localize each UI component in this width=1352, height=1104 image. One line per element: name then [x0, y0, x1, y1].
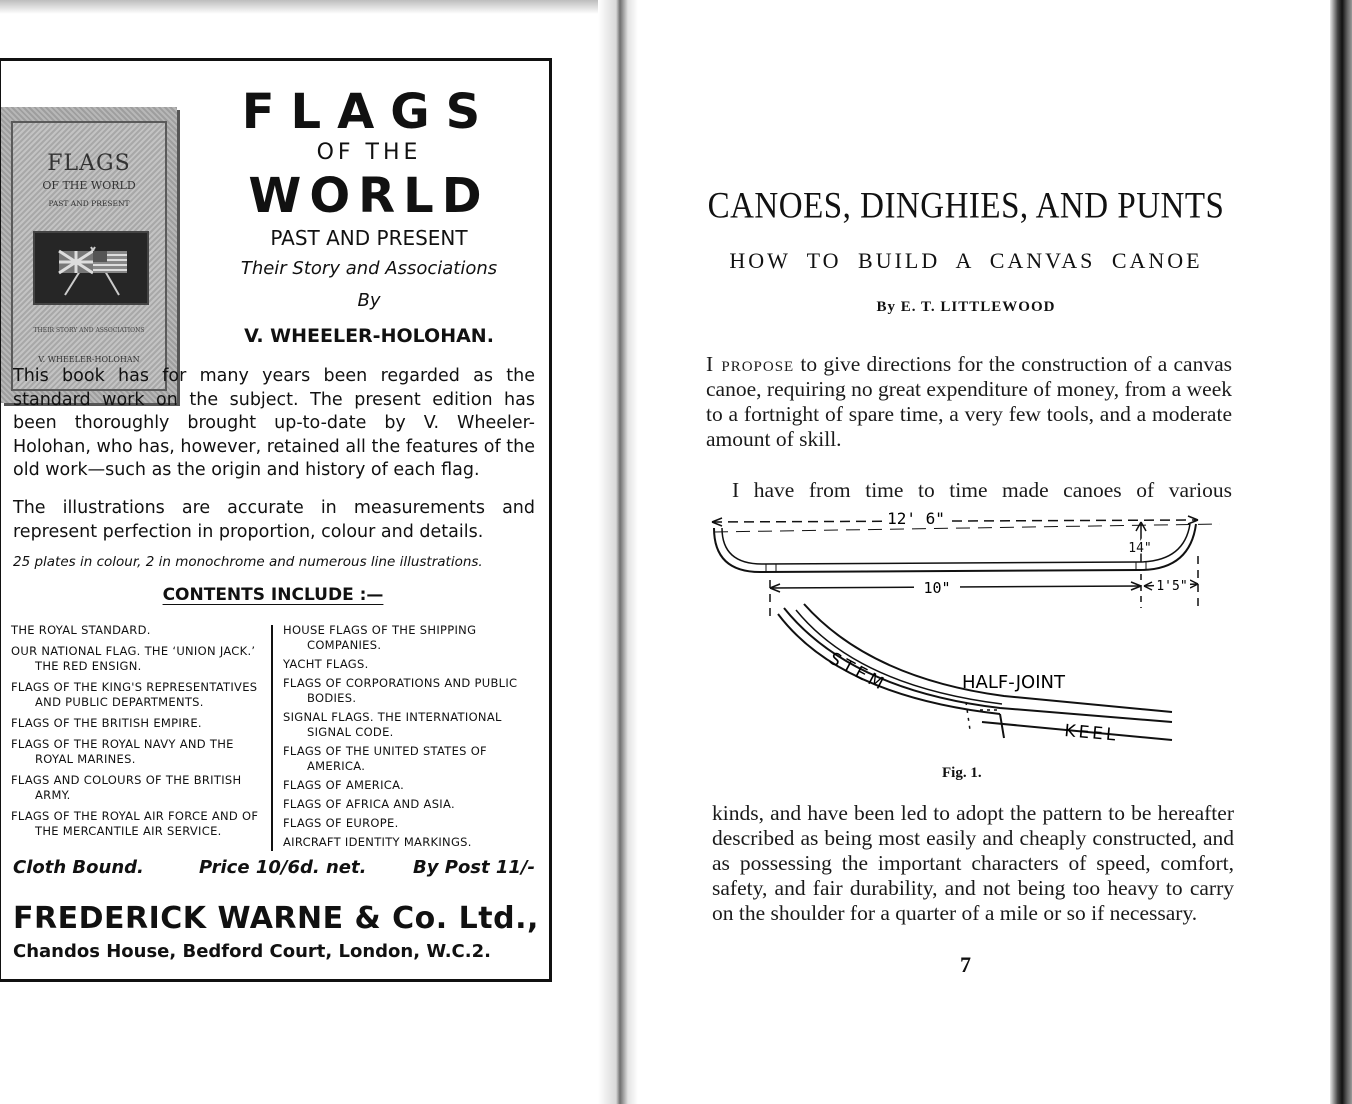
half-joint-dotted-mark [966, 702, 970, 730]
crossed-flags-icon [35, 233, 147, 303]
post-price-label: By Post 11/- [413, 857, 535, 878]
contents-column-left [11, 623, 263, 845]
book-cover-panel [11, 121, 167, 391]
contents-item: FLAGS OF EUROPE. [283, 816, 399, 830]
ad-heading-of-the: OF THE [316, 140, 422, 165]
price-row [13, 857, 535, 885]
publisher-address: Chandos House, Bedford Court, London, W.C.2. [13, 941, 491, 962]
chapter-byline: By E. T. LITTLEWOOD [876, 299, 1056, 315]
ad-heading-author: V. WHEELER-HOLOHAN. [244, 325, 494, 347]
chapter-subtitle: HOW TO BUILD A CANVAS CANOE [729, 248, 1203, 273]
contents-item: FLAGS OF CORPORATIONS AND PUBLIC BODIES. [283, 676, 518, 705]
ad-heading-flags: FLAGS [241, 84, 497, 140]
keel-label: KEEL [1063, 721, 1120, 746]
book-cover-illustration [1, 107, 177, 403]
lead-words: I propose [706, 352, 795, 376]
ad-description: This book has for many years been regarded as the standard work on the subject. The present edition has been thoroughly brought up-to-date by V. Wheeler-Holohan, who has, however, retained all the features of the old work—such as the origin and history of each flag. [13, 366, 535, 480]
contents-item: FLAGS OF AMERICA. [283, 778, 405, 792]
bottom-length-label: 10" [923, 579, 951, 597]
length-label: 12' 6" [887, 509, 945, 528]
contents-item: FLAGS OF THE ROYAL NAVY AND THE ROYAL MARINES. [11, 737, 234, 766]
contents-column-right [283, 623, 545, 854]
half-joint-mark [1000, 714, 1004, 738]
end-length-label: 1'5" [1156, 579, 1188, 594]
figure-caption: Fig. 1. [942, 765, 982, 781]
contents-list [11, 623, 545, 853]
contents-item: FLAGS AND COLOURS OF THE BRITISH ARMY. [11, 773, 242, 802]
contents-item: SIGNAL FLAGS. THE INTERNATIONAL SIGNAL CODE. [283, 710, 502, 739]
chapter-title: CANOES, DINGHIES, AND PUNTS [707, 186, 1225, 227]
ad-illustrations-note: The illustrations are accurate in measurements and represent perfection in proportion, colour and details. [13, 498, 535, 542]
book-cover-title: FLAGS [47, 151, 131, 176]
contents-heading-text: CONTENTS INCLUDE :— [162, 585, 384, 605]
body-paragraph-3: kinds, and have been led to adopt the pattern to be hereafter described as being most easily and cheaply constructed, and as possessing the important characters of speed, comfort, safety, and fair durability, and not being too heavy to carry on the shoulder for a quarter of a mile or so if necessary. [712, 801, 1234, 925]
crossed-flags-emblem [33, 231, 149, 305]
contents-item: FLAGS OF AFRICA AND ASIA. [283, 797, 455, 811]
joint-mark-right [1136, 562, 1146, 570]
contents-item: AIRCRAFT IDENTITY MARKINGS. [283, 835, 472, 849]
binding-label: Cloth Bound. [13, 857, 144, 878]
flags-advertisement [0, 58, 552, 982]
book-cover-tagline: THEIR STORY AND ASSOCIATIONS [33, 327, 145, 334]
body-paragraph-1 [706, 352, 1232, 452]
joint-mark-left [766, 564, 776, 572]
book-gutter [598, 0, 638, 1104]
contents-heading [1, 585, 545, 605]
ad-heading-story: Their Story and Associations [240, 258, 498, 279]
half-joint-label: HALF-JOINT [962, 672, 1065, 693]
page-number: 7 [960, 952, 971, 977]
contents-item: FLAGS OF THE BRITISH EMPIRE. [11, 716, 202, 730]
paragraph-1-text: to give directions for the construction of a canvas canoe, requiring no great expenditure of money, from a week to a fortnight of spare time, a very few tools, and a moderate amount of skill. [706, 352, 1232, 451]
contents-item: YACHT FLAGS. [283, 657, 369, 671]
contents-divider [271, 625, 273, 851]
length-dimension-line [712, 520, 1198, 522]
ad-heading-by: By [357, 290, 381, 311]
canoe-profile-inner [722, 524, 1190, 564]
ad-heading-world: WORLD [248, 168, 490, 224]
contents-item: THE ROYAL STANDARD. [11, 623, 151, 637]
canoe-diagram [700, 500, 1220, 760]
publisher-name: FREDERICK WARNE & Co. Ltd., [13, 901, 539, 936]
contents-item: FLAGS OF THE KING'S REPRESENTATIVES AND PUBLIC DEPARTMENTS. [11, 680, 258, 709]
contents-item: HOUSE FLAGS OF THE SHIPPING COMPANIES. [283, 623, 477, 652]
height-label: 14" [1128, 541, 1152, 556]
page-shadow [0, 0, 598, 14]
contents-item: FLAGS OF THE ROYAL AIR FORCE AND OF THE MERCANTILE AIR SERVICE. [11, 809, 259, 838]
stem-label: STEM [825, 648, 891, 696]
contents-item: FLAGS OF THE UNITED STATES OF AMERICA. [283, 744, 487, 773]
book-cover-subtitle2: PAST AND PRESENT [48, 199, 130, 208]
book-cover-author: V. WHEELER-HOLOHAN [38, 355, 140, 364]
price-label: Price 10/6d. net. [199, 857, 367, 878]
ad-plates-note: 25 plates in colour, 2 in monochrome and numerous line illustrations. [13, 554, 483, 570]
body-paragraph-2: I have from time to time made canoes of various [732, 478, 1232, 502]
contents-item: OUR NATIONAL FLAG. THE ‘UNION JACK.’ THE RED ENSIGN. [11, 644, 256, 673]
stem-keel-lower-edge [804, 604, 1172, 712]
ad-heading-past-present: PAST AND PRESENT [270, 226, 468, 250]
book-cover-subtitle: OF THE WORLD [42, 179, 136, 192]
page-edge [1330, 0, 1352, 1104]
